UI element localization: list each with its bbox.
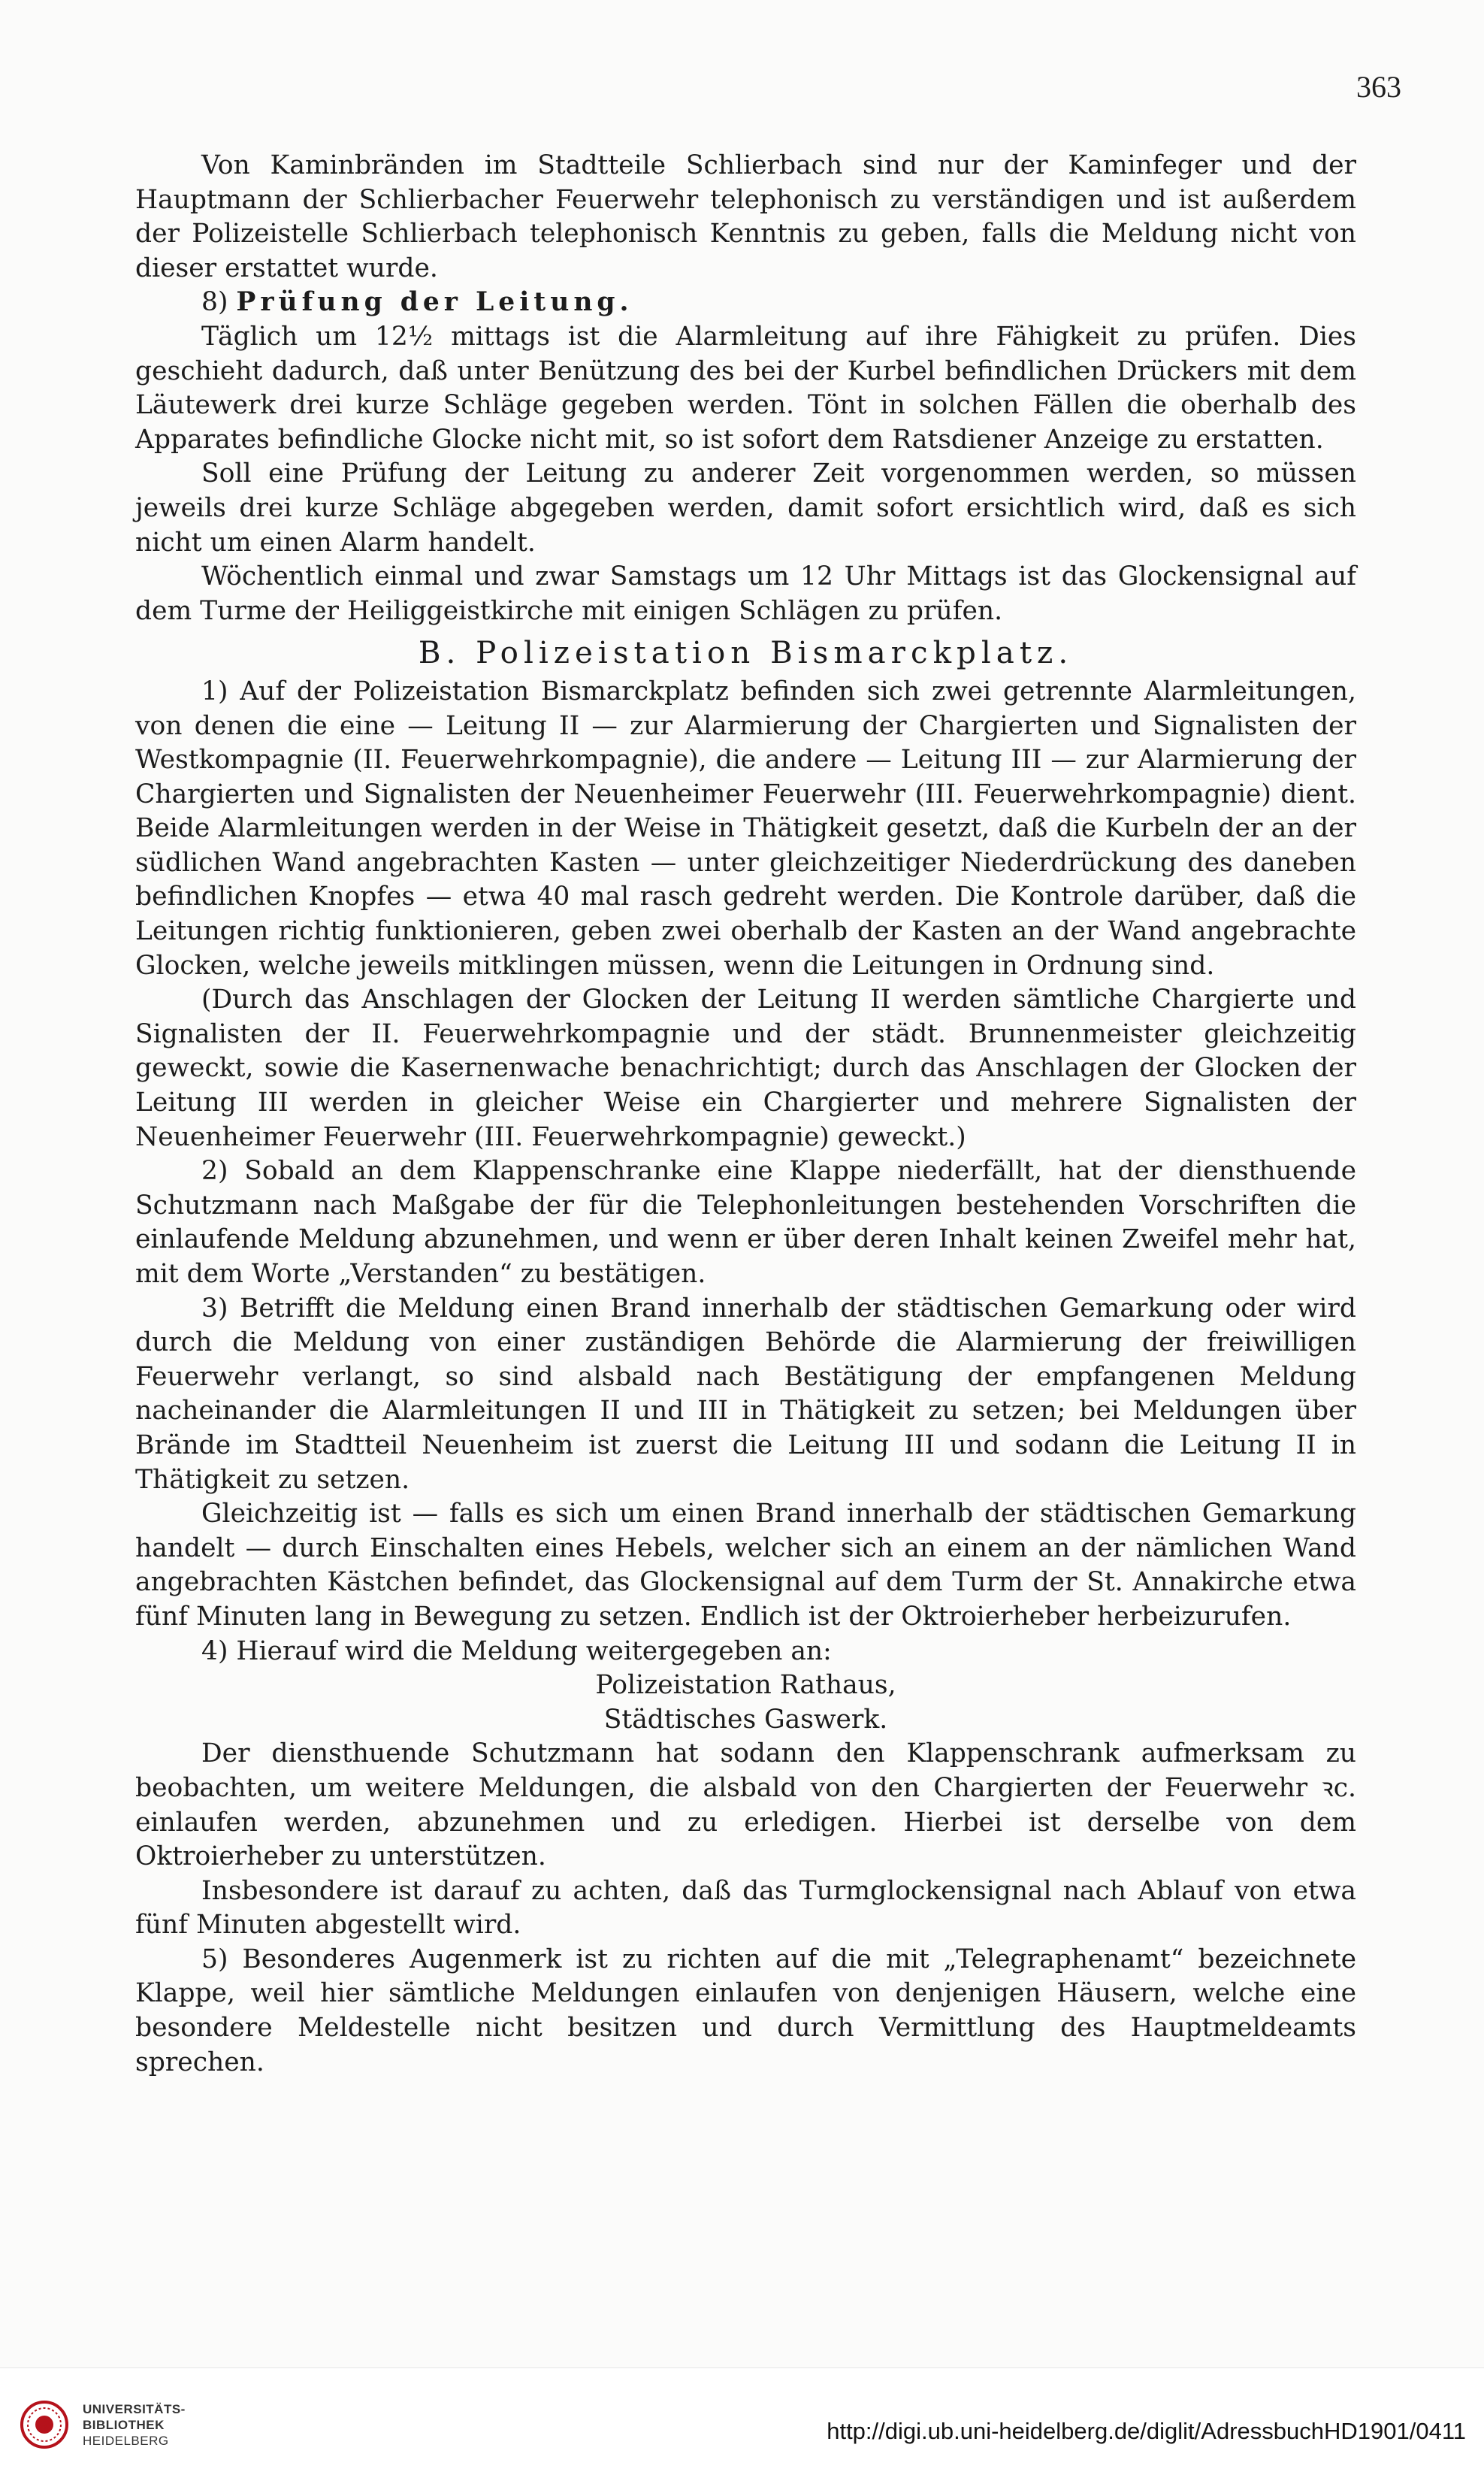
footer-bar	[0, 2367, 1484, 2490]
paragraph-taeglich: Täglich um 12½ mittags ist die Alarmleitung auf ihre Fähigkeit zu prüfen. Dies geschieht dadurch, daß unter Benützung des bei der Kurbel befindlichen Drückers mit dem Läutewerk drei kurze Schläge gegeben werden. Tönt in solchen Fällen die oberhalb des Apparates befindliche Glocke nicht mit, so ist sofort dem Ratsdiener Anzeige zu erstatten.	[135, 321, 1356, 455]
library-name	[83, 2401, 186, 2449]
paragraph-anschlagen: (Durch das Anschlagen der Glocken der Leitung II werden sämtliche Chargierte und Signalisten der II. Feuerwehrkompagnie und der städt. Brunnenmeister gleichzeitig geweckt, sowie die Kasernenwache benachrichtigt; durch das Anschlagen der Glocken der Leitung III werden in gleicher Weise ein Chargierter und mehrere Signalisten der Neuenheimer Feuerwehr (III. Feuerwehrkompagnie) geweckt.)	[135, 985, 1356, 1152]
paragraph-item-1: 1) Auf der Polizeistation Bismarckplatz befinden sich zwei getrennte Alarmleitungen, von denen die eine — Leitung II — zur Alarmierung der Chargierten und Signalisten der Westkompagnie (II. Feuerwehrkompagnie), die andere — Leitung III — zur Alarmierung der Chargierten und Signalisten der Neuenheimer Feuerwehr (III. Feuerwehrkompagnie) dient. Beide Alarmleitungen werden in der Weise in Thätigkeit gesetzt, daß die Kurbeln der an der südlichen Wand angebrachten Kasten — unter gleichzeitiger Niederdrückung des daneben befindlichen Knopfes — etwa 40 mal rasch gedreht werden. Die Kontrole darüber, daß die Leitungen richtig funktionieren, geben zwei oberhalb der Kasten an der Wand angebrachte Glocken, welche jeweils mitklingen müssen, wenn die Leitungen in Ordnung sind.	[135, 676, 1356, 981]
paragraph-insbesondere: Insbesondere ist darauf zu achten, daß das Turmglockensignal nach Ablauf von etwa fünf Minuten abgestellt wird.	[135, 1875, 1356, 1941]
university-seal-icon	[20, 2400, 69, 2449]
paragraph-pruefung-zeit: Soll eine Prüfung der Leitung zu anderer Zeit vorgenommen werden, so müssen jeweils drei kurze Schläge abgegeben werden, damit sofort ersichtlich wird, daß es sich nicht um einen Alarm handelt.	[135, 458, 1356, 558]
paragraph-schutzmann: Der diensthuende Schutzmann hat sodann den Klappenschrank aufmerksam zu beobachten, um weitere Meldungen, die alsbald von den Chargierten der Feuerwehr ꝛc. einlaufen werden, abzunehmen und zu erledigen. Hierbei ist derselbe von dem Oktroierheber zu unterstützen.	[135, 1738, 1356, 1872]
section-heading-b: B. Polizeistation Bismarckplatz.	[418, 635, 1074, 671]
paragraph-item-4: 4) Hierauf wird die Meldung weitergegeben an:	[201, 1635, 832, 1666]
recipient-gaswerk: Städtisches Gaswerk.	[603, 1704, 888, 1735]
paragraph-gleichzeitig: Gleichzeitig ist — falls es sich um einen Brand innerhalb der städtischen Gemarkung handelt — durch Einschalten eines Hebels, welcher sich an einem an der nämlichen Wand angebrachten Kästchen befindet, das Glockensignal auf dem Turm der St. Annakirche etwa fünf Minuten lang in Bewegung zu setzen. Endlich ist der Oktroierheber herbeizurufen.	[135, 1499, 1356, 1632]
body-text	[135, 149, 1356, 2080]
library-name-line3: HEIDELBERG	[83, 2433, 169, 2448]
library-name-line1: UNIVERSITÄTS-	[83, 2401, 186, 2416]
item-number: 8)	[201, 287, 228, 318]
library-logo[interactable]	[20, 2400, 186, 2449]
library-name-line2: BIBLIOTHEK	[83, 2417, 165, 2432]
paragraph-kaminbraende: Von Kaminbränden im Stadtteile Schlierbach sind nur der Kaminfeger und der Hauptmann der Schlierbacher Feuerwehr telephonisch zu verständigen und ist außerdem der Polizeistelle Schlierbach telephonisch Kenntnis zu geben, falls die Meldung nicht von dieser erstattet wurde.	[135, 150, 1356, 283]
source-url-link[interactable]: http://digi.ub.uni-heidelberg.de/diglit/AdressbuchHD1901/0411	[827, 2418, 1466, 2444]
paragraph-pruefung-heading	[135, 286, 1356, 320]
recipient-rathaus: Polizeistation Rathaus,	[595, 1670, 896, 1701]
section-heading-pruefung: Prüfung der Leitung.	[236, 287, 633, 318]
paragraph-item-5: 5) Besonderes Augenmerk ist zu richten auf die mit „Telegraphenamt“ bezeichnete Klappe, weil hier sämtliche Meldungen einlaufen von denjenigen Häusern, welche eine besondere Meldestelle nicht besitzen und durch Vermittlung des Hauptmeldeamts sprechen.	[135, 1944, 1356, 2077]
paragraph-item-2: 2) Sobald an dem Klappenschranke eine Klappe niederfällt, hat der diensthuende Schutzmann nach Maßgabe der für die Telephonleitungen bestehenden Vorschriften die einlaufende Meldung abzunehmen, und wenn er über deren Inhalt keinen Zweifel mehr hat, mit dem Worte „Verstanden“ zu bestätigen.	[135, 1156, 1356, 1289]
paragraph-woechentlich: Wöchentlich einmal und zwar Samstags um 12 Uhr Mittags ist das Glockensignal auf dem Turme der Heiliggeistkirche mit einigen Schlägen zu prüfen.	[135, 561, 1356, 626]
paragraph-item-3: 3) Betrifft die Meldung einen Brand innerhalb der städtischen Gemarkung oder wird durch die Meldung von einer zuständigen Behörde die Alarmierung der freiwilligen Feuerwehr verlangt, so sind alsbald nach Bestätigung der empfangenen Meldung nacheinander die Alarmleitungen II und III in Thätigkeit zu setzen; bei Meldungen über Brände im Stadtteil Neuenheim ist zuerst die Leitung III und sodann die Leitung II in Thätigkeit zu setzen.	[135, 1293, 1356, 1495]
page-number: 363	[1356, 70, 1401, 104]
